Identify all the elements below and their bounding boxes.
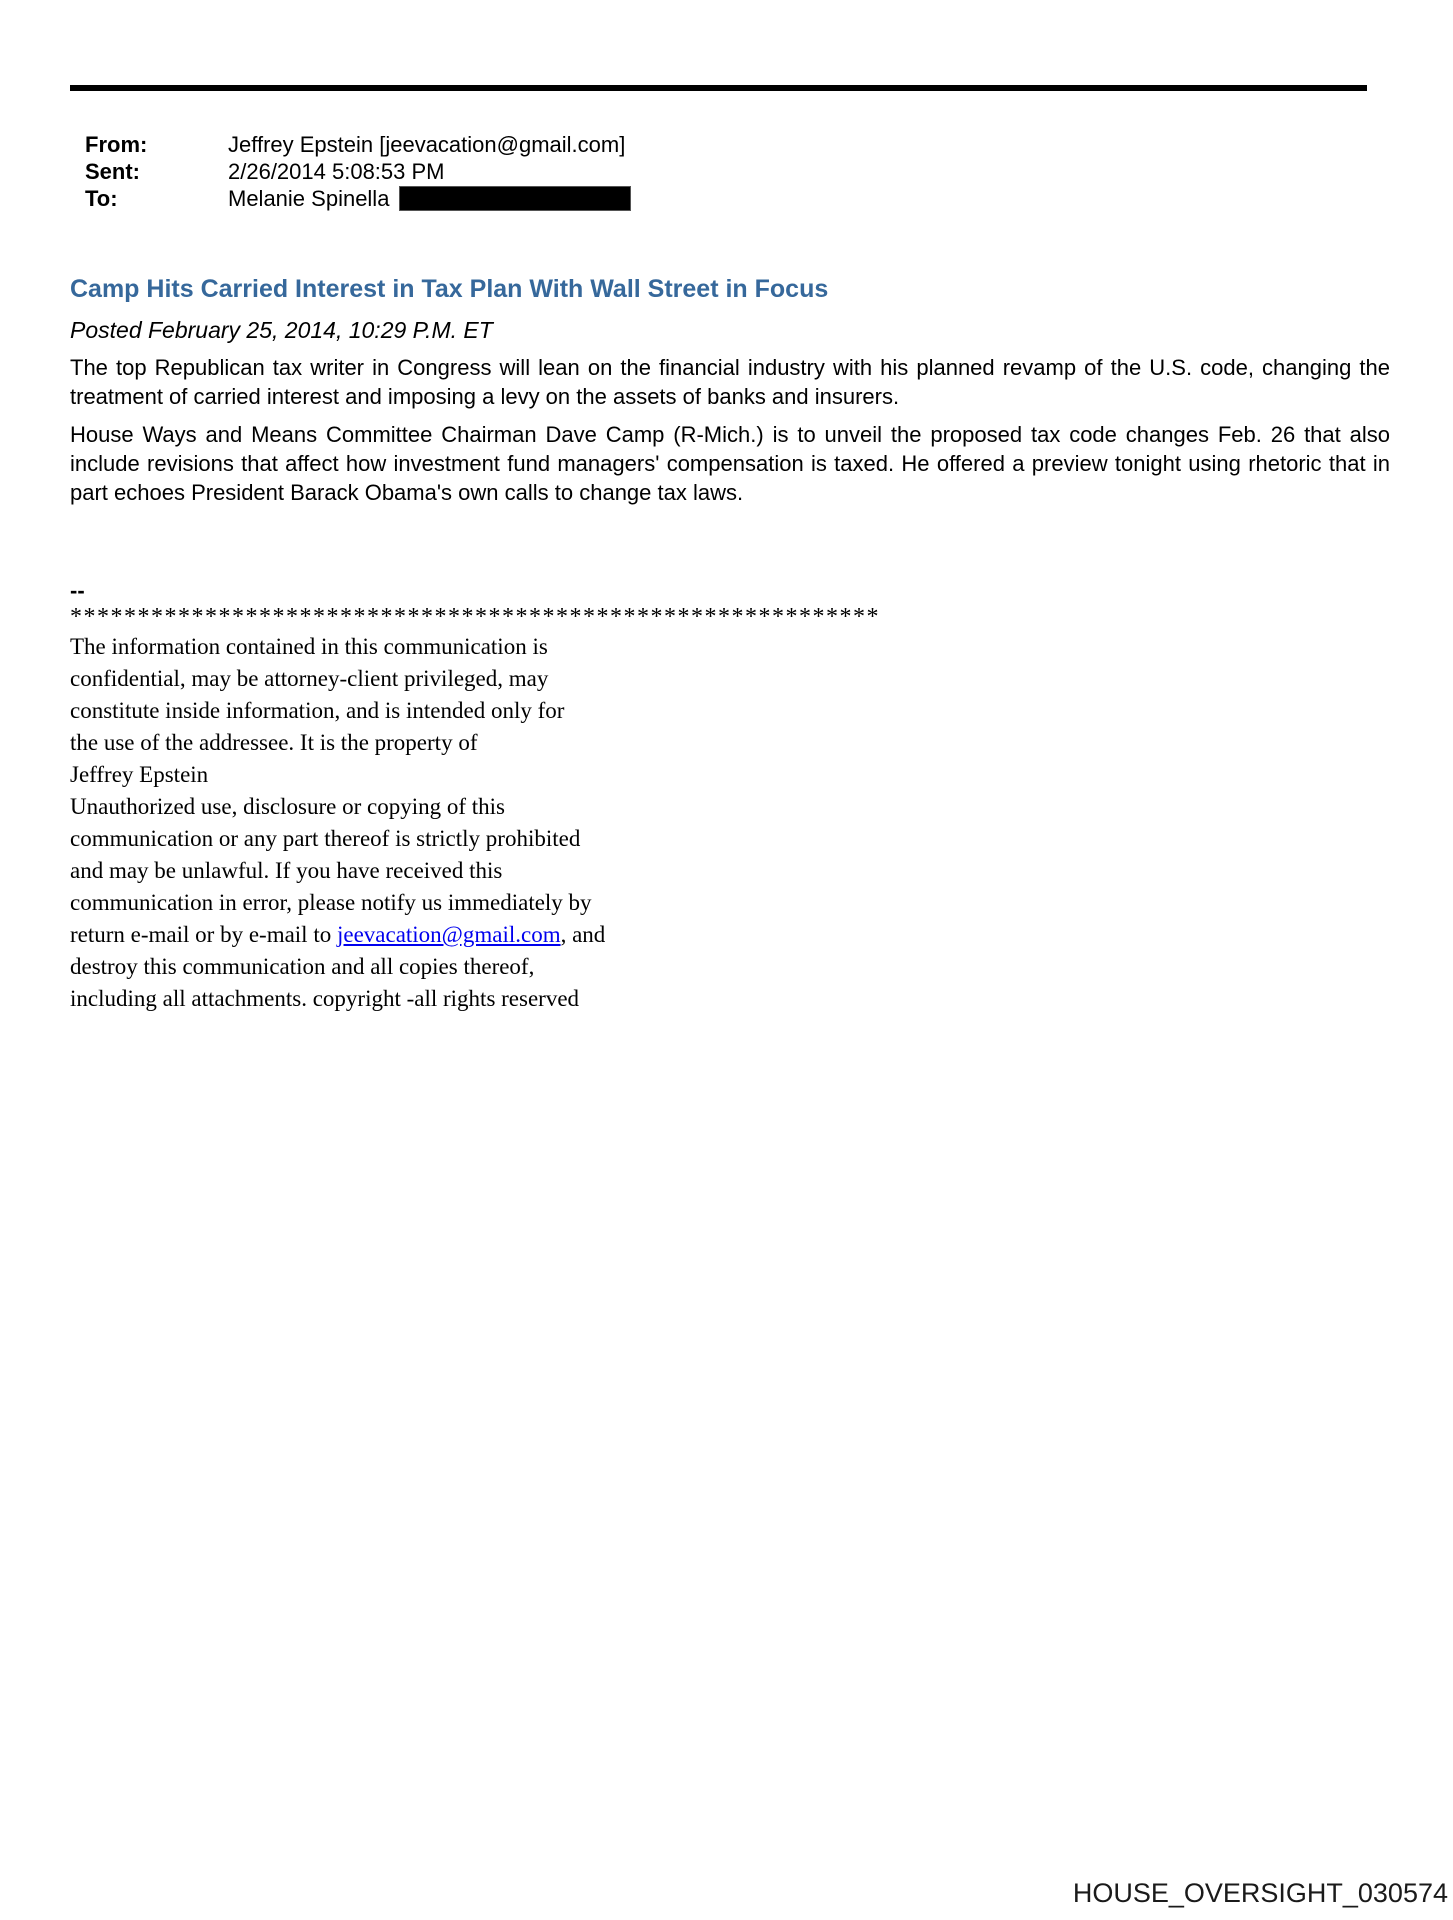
disclaimer-line: Unauthorized use, disclosure or copying of this [70,794,505,819]
disclaimer-line: communication or any part thereof is strictly prohibited [70,826,581,851]
header-divider-rule [70,85,1367,91]
disclaimer-line: including all attachments. copyright -all rights reserved [70,986,580,1011]
signature-block [70,579,1390,1015]
to-value: Melanie Spinella [228,186,390,211]
email-header [70,131,1390,212]
to-label: To: [85,186,118,211]
disclaimer-link-prefix: return e-mail or by e-mail to [70,922,337,947]
article-headline: Camp Hits Carried Interest in Tax Plan With Wall Street in Focus [70,275,829,303]
disclaimer-line: constitute inside information, and is intended only for [70,698,565,723]
email-header-to-row [85,185,1390,212]
redaction-bar [399,186,631,211]
article-posted-timestamp: Posted February 25, 2014, 10:29 P.M. ET [70,317,493,343]
disclaimer-line: Jeffrey Epstein [70,762,209,787]
document-content [70,0,1390,1015]
email-header-from-row [85,131,1390,158]
confidentiality-disclaimer [70,631,1390,1015]
from-value: Jeffrey Epstein [jeevacation@gmail.com] [228,132,626,157]
article-paragraph: The top Republican tax writer in Congress will lean on the financial industry with his planned revamp of the U.S. code, changing the treatment of carried interest and imposing a levy on the assets of banks and insurers. [70,355,1390,409]
disclaimer-line: and may be unlawful. If you have received this [70,858,503,883]
disclaimer-line: confidential, may be attorney-client privileged, may [70,666,549,691]
bates-number: HOUSE_OVERSIGHT_030574 [1072,1878,1448,1908]
signature-delimiter: -- [70,578,85,603]
disclaimer-link-line [70,919,1390,951]
article-paragraph: House Ways and Means Committee Chairman Dave Camp (R-Mich.) is to unveil the proposed tax code changes Feb. 26 that also include revisions that affect how investment fund managers' compensation is taxed. He offered a preview tonight using rhetoric that in part echoes President Barack Obama's own calls to change tax laws. [70,422,1390,505]
email-address-link[interactable]: jeevacation@gmail.com [336,922,561,947]
sent-value: 2/26/2014 5:08:53 PM [228,159,445,184]
disclaimer-line: communication in error, please notify us immediately by [70,890,592,915]
disclaimer-line: The information contained in this communication is [70,634,548,659]
disclaimer-link-suffix: , and [560,922,606,947]
sent-label: Sent: [85,159,140,184]
from-label: From: [85,132,148,157]
disclaimer-line: the use of the addressee. It is the property of [70,730,478,755]
email-header-sent-row [85,158,1390,185]
disclaimer-line: destroy this communication and all copies thereof, [70,954,535,979]
asterisk-separator: ************************************************************ [70,604,880,630]
